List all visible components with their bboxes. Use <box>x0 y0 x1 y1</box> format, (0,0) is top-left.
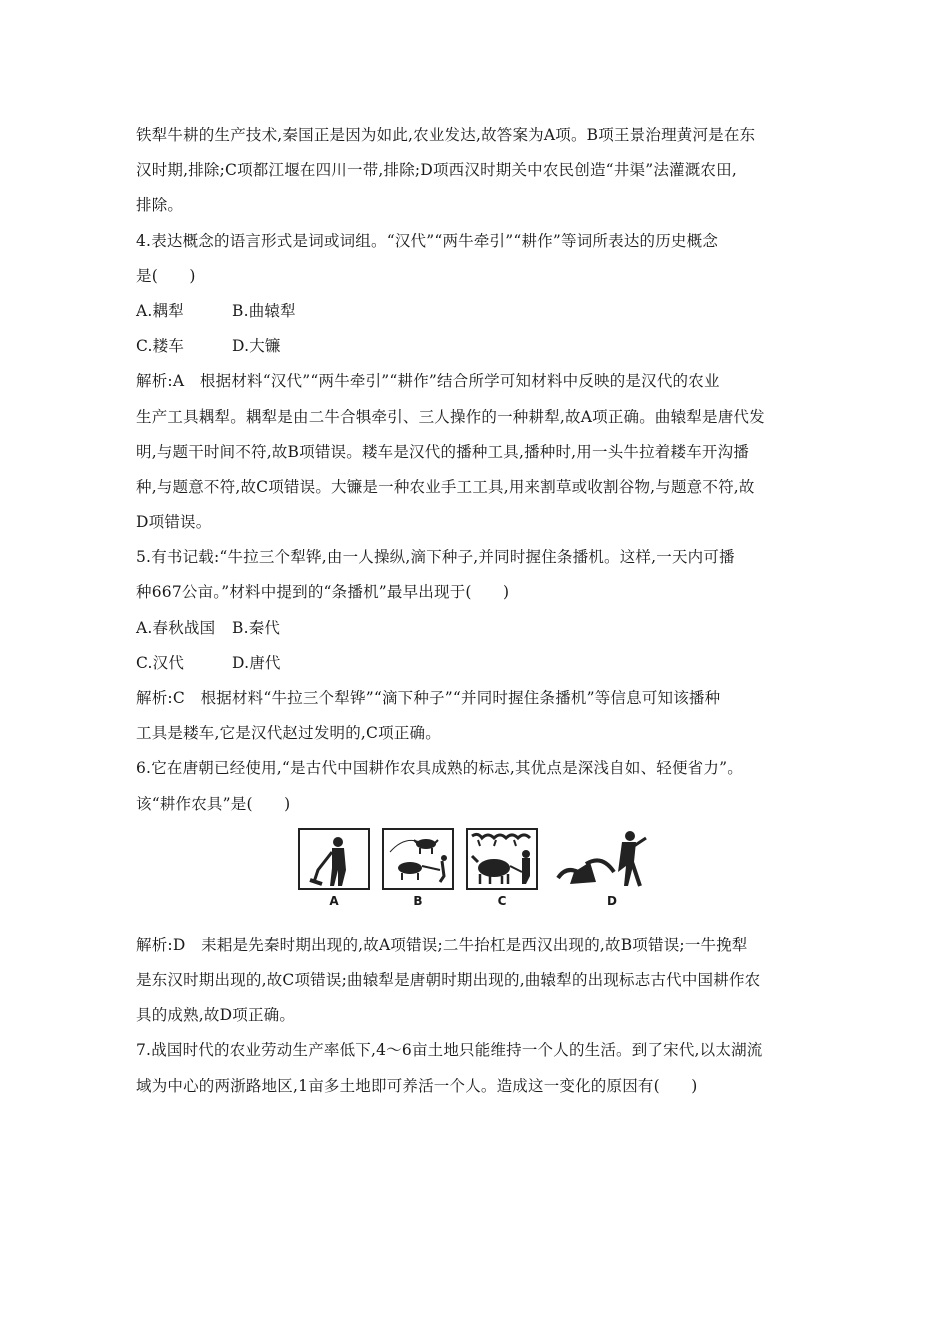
answer-analysis: 明,与题干时间不符,故B项错误。耧车是汉代的播种工具,播种时,用一头牛拉着耧车开沟播 <box>136 442 750 461</box>
curved-plow-icon <box>556 828 656 890</box>
figure-c-label: C <box>497 893 507 908</box>
question-6-stem: 6.它在唐朝已经使用,“是古代中国耕作农具成熟的标志,其优点是深浅自如、轻便省力”。 <box>136 759 743 778</box>
answer-analysis: 解析:C 根据材料“牛拉三个犁铧”“滴下种子”“并同时握住条播机”等信息可知该播种 <box>136 689 721 707</box>
answer-analysis: 种,与题意不符,故C项错误。大镰是一种农业手工工具,用来割草或收割谷物,与题意不符,故 <box>136 477 755 496</box>
option-d: D.大镰 <box>232 337 281 356</box>
question-4-stem: 4.表达概念的语言形式是词或词组。“汉代”“两牛牵引”“耕作”等词所表达的历史概念 <box>136 231 719 250</box>
question-4-options-row-2 <box>136 329 816 364</box>
answer-analysis: D项错误。 <box>136 513 212 532</box>
option-c: C.汉代 <box>136 653 185 672</box>
option-b: B.曲辕犁 <box>232 301 296 320</box>
question-5-options-row-1 <box>136 611 816 646</box>
question-6-figures <box>136 828 816 918</box>
farmer-hoe-icon <box>300 830 368 888</box>
two-oxen-plow-icon <box>384 830 452 888</box>
question-5-options-row-2 <box>136 646 816 681</box>
option-a: A.春秋战国 <box>136 618 216 637</box>
text-line: 排除。 <box>136 196 184 215</box>
figure-d-label: D <box>607 893 617 908</box>
text-line: 汉时期,排除;C项都江堰在四川一带,排除;D项西汉时期关中农民创造“井渠”法灌溉农田, <box>136 161 737 180</box>
figure-b-image <box>382 828 454 890</box>
question-4-options-row-1 <box>136 294 816 329</box>
figure-c-image <box>466 828 538 890</box>
document-page <box>136 118 816 1104</box>
answer-analysis: 解析:D 耒耜是先秦时期出现的,故A项错误;二牛抬杠是西汉出现的,故B项错误;一牛挽犁 <box>136 935 748 954</box>
figure-b-label: B <box>413 893 423 908</box>
question-7-stem: 域为中心的两浙路地区,1亩多土地即可养活一个人。造成这一变化的原因有( ) <box>136 1076 698 1095</box>
question-7-stem: 7.战国时代的农业劳动生产率低下,4～6亩土地只能维持一个人的生活。到了宋代,以太湖流 <box>136 1041 763 1060</box>
answer-analysis: 具的成熟,故D项正确。 <box>136 1006 296 1025</box>
text-line: 铁犁牛耕的生产技术,秦国正是因为如此,农业发达,故答案为A项。B项王景治理黄河是在东 <box>136 126 756 144</box>
figure-d-image <box>556 828 656 890</box>
figure-a-image <box>298 828 370 890</box>
option-d: D.唐代 <box>232 653 281 672</box>
question-5-stem: 5.有书记载:“牛拉三个犁铧,由一人操纵,滴下种子,并同时握住条播机。这样,一天内可播 <box>136 548 735 567</box>
answer-analysis: 是东汉时期出现的,故C项错误;曲辕犁是唐朝时期出现的,曲辕犁的出现标志古代中国耕作农 <box>136 970 761 989</box>
question-6-stem: 该“耕作农具”是( ) <box>136 794 291 813</box>
ox-plow-icon <box>468 830 536 888</box>
option-b: B.秦代 <box>232 618 281 637</box>
answer-analysis: 解析:A 根据材料“汉代”“两牛牵引”“耕作”结合所学可知材料中反映的是汉代的农业 <box>136 372 720 391</box>
option-a: A.耦犁 <box>136 301 184 320</box>
question-4-stem: 是( ) <box>136 266 196 285</box>
figure-a-label: A <box>329 893 339 908</box>
option-c: C.耧车 <box>136 337 185 356</box>
answer-analysis: 生产工具耦犁。耦犁是由二牛合犋牵引、三人操作的一种耕犁,故A项正确。曲辕犁是唐代发 <box>136 407 765 426</box>
answer-analysis: 工具是耧车,它是汉代赵过发明的,C项正确。 <box>136 724 441 743</box>
question-5-stem: 种667公亩。”材料中提到的“条播机”最早出现于( ) <box>136 583 510 602</box>
